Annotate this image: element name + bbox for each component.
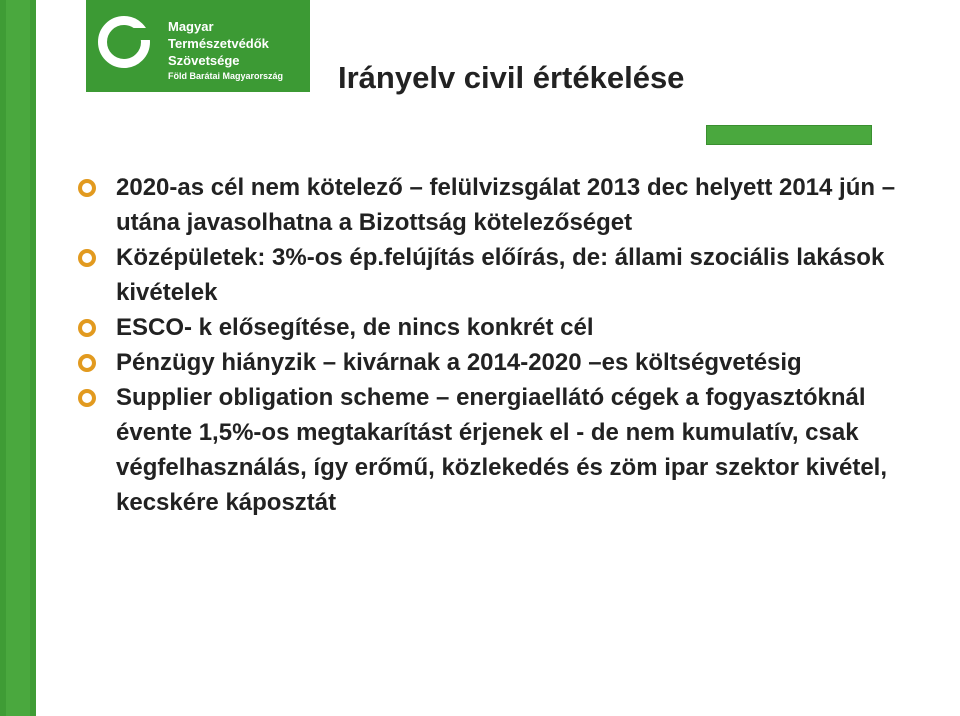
logo-ring-icon xyxy=(98,16,150,68)
bullet-circle-icon xyxy=(78,249,96,267)
bullet-circle-icon xyxy=(78,389,96,407)
bullet-circle-icon xyxy=(78,354,96,372)
bullet-circle-icon xyxy=(78,179,96,197)
left-green-bar xyxy=(0,0,36,716)
logo-line-2: Természetvédők xyxy=(168,36,269,51)
bullet-text: 2020-as cél nem kötelező – felülvizsgálat 2013 dec helyett 2014 jún – utána javasolhatna a Bizottság kötelezőséget xyxy=(116,174,896,236)
bullet-item xyxy=(78,240,918,310)
organization-logo xyxy=(86,0,310,92)
left-green-bar-inner xyxy=(6,0,30,716)
bullet-item xyxy=(78,345,918,380)
bullet-text: ESCO- k elősegítése, de nincs konkrét cél xyxy=(116,314,594,341)
title-accent-bar xyxy=(706,125,872,145)
logo-ring-gap xyxy=(130,28,152,40)
logo-line-3: Szövetsége xyxy=(168,53,240,68)
bullet-item xyxy=(78,170,918,240)
logo-line-1: Magyar xyxy=(168,19,214,34)
slide-title: Irányelv civil értékelése xyxy=(338,60,685,95)
logo-text xyxy=(168,18,283,83)
bullet-item xyxy=(78,380,918,520)
bullet-circle-icon xyxy=(78,319,96,337)
bullet-list xyxy=(78,170,918,520)
bullet-text: Pénzügy hiányzik – kivárnak a 2014-2020 –es költségvetésig xyxy=(116,349,802,376)
bullet-text: Középületek: 3%-os ép.felújítás előírás, de: állami szociális lakások kivételek xyxy=(116,244,885,306)
bullet-text: Supplier obligation scheme – energiaellátó cégek a fogyasztóknál évente 1,5%-os megtakarítást érjenek el - de nem kumulatív, csak végfelhasználás, így erőmű, közlekedés és zöm ipar szektor kivétel, kecskére káposztát xyxy=(116,384,887,516)
logo-line-4: Föld Barátai Magyarország xyxy=(168,71,284,81)
bullet-item xyxy=(78,310,918,345)
